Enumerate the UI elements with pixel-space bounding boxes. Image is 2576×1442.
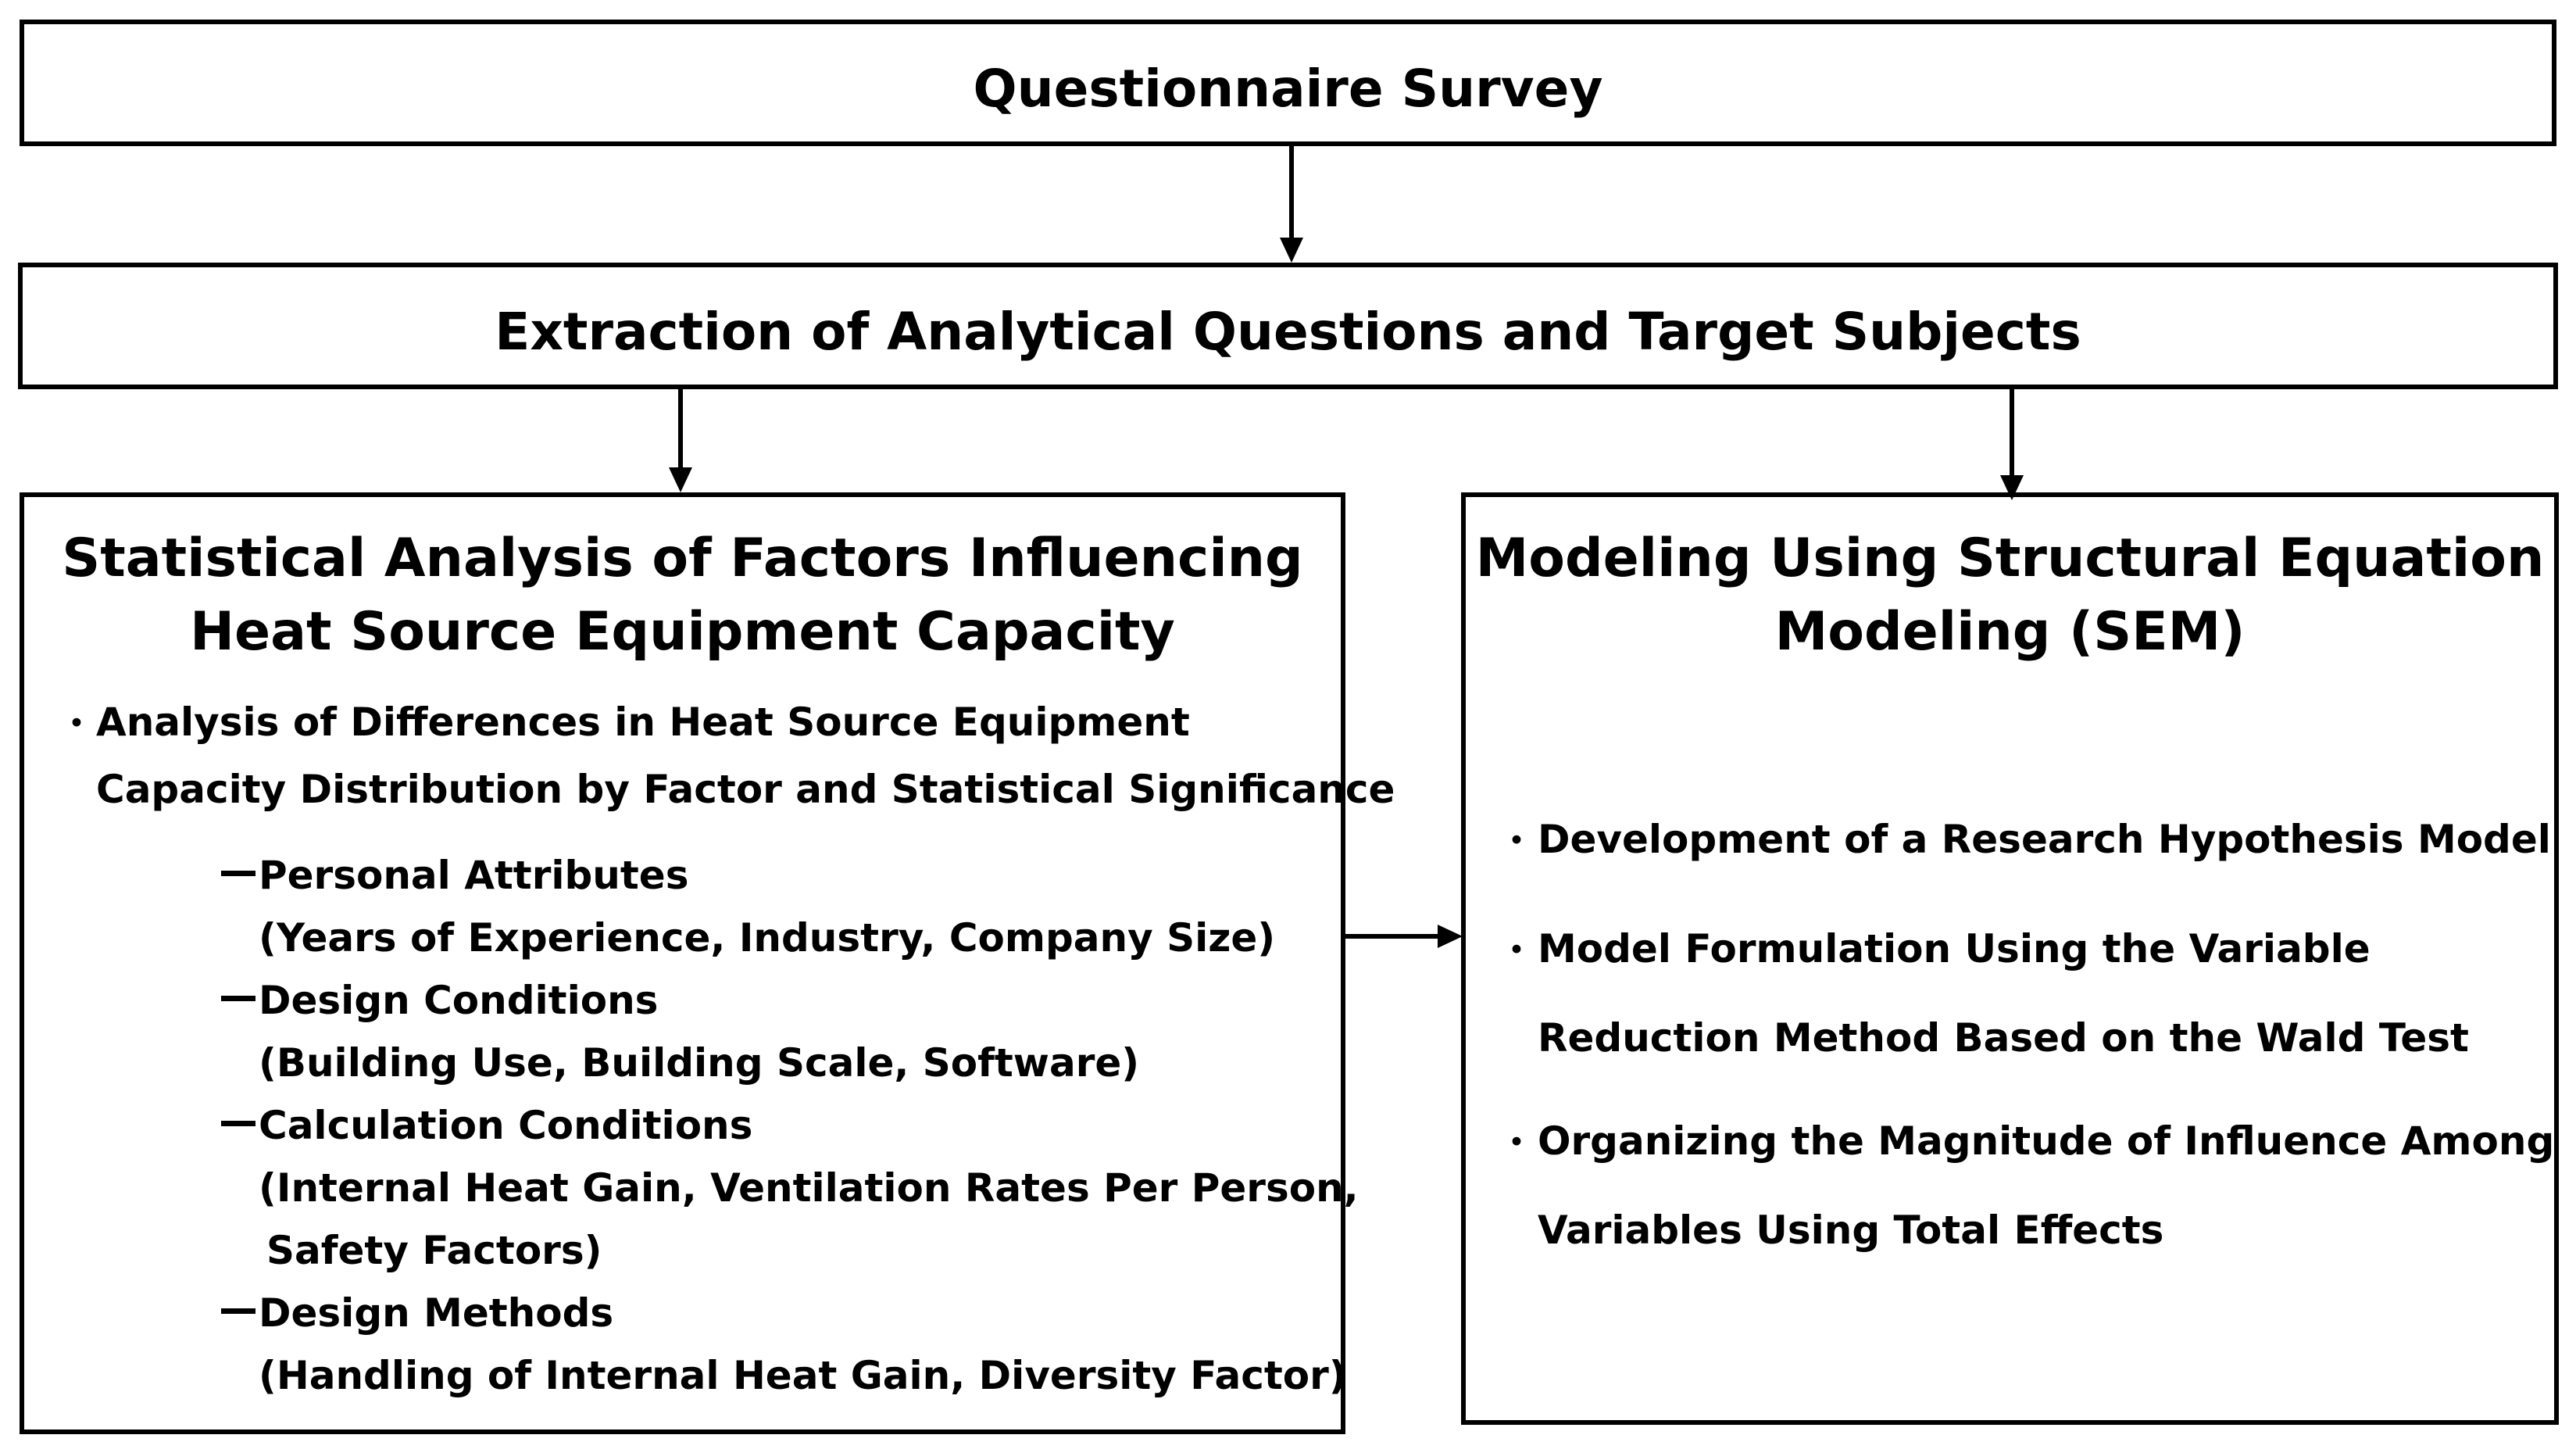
factor-detail-personal-attributes: (Years of Experience, Industry, Company Size)	[259, 915, 1276, 961]
arrowhead-statistical-to-sem	[1438, 925, 1463, 948]
bullet-dot: ・	[1497, 1120, 1536, 1165]
bullet-dot: ・	[1497, 818, 1536, 864]
statistical-bullet-line-1: Analysis of Differences in Heat Source Equipment	[96, 700, 1190, 745]
sem-title-line-2: Modeling (SEM)	[1774, 601, 2246, 663]
sem-title-line-1: Modeling Using Structural Equation	[1475, 528, 2545, 589]
bullet-dot: ・	[1497, 928, 1536, 973]
sem-bullet-3-line-2: Variables Using Total Effects	[1538, 1208, 2164, 1253]
factor-label-design-methods: Design Methods	[259, 1290, 614, 1336]
factor-detail-design-conditions: (Building Use, Building Scale, Software)	[259, 1040, 1140, 1086]
factor-label-calculation-conditions: Calculation Conditions	[259, 1103, 753, 1148]
dash-marker	[221, 996, 255, 1001]
arrowhead-extraction-to-statistical	[669, 467, 692, 492]
sem-bullet-2-line-1: Model Formulation Using the Variable	[1538, 926, 2371, 971]
extraction-title: Extraction of Analytical Questions and Target Subjects	[495, 302, 2081, 362]
statistical-analysis-box	[20, 492, 1395, 1434]
factor-detail-calculation-conditions: (Internal Heat Gain, Ventilation Rates Per Person,	[259, 1165, 1359, 1211]
factor-label-personal-attributes: Personal Attributes	[259, 853, 689, 898]
questionnaire-survey-title: Questionnaire Survey	[973, 59, 1603, 119]
statistical-bullet-line-2: Capacity Distribution by Factor and Statistical Significance	[96, 767, 1395, 812]
dash-marker	[221, 871, 255, 876]
sem-modeling-title	[1466, 522, 2554, 669]
sem-modeling-box	[1461, 492, 2559, 1425]
extraction-box	[18, 263, 2558, 389]
dash-marker	[221, 1308, 255, 1314]
factor-detail-calculation-conditions-2: Safety Factors)	[266, 1228, 602, 1273]
statistical-title-line-2: Heat Source Equipment Capacity	[190, 601, 1175, 663]
statistical-title-line-1: Statistical Analysis of Factors Influencing	[62, 528, 1303, 589]
sem-bullet-2-line-2: Reduction Method Based on the Wald Test	[1538, 1015, 2469, 1061]
questionnaire-survey-box	[20, 20, 2556, 146]
sem-bullet-3-line-1: Organizing the Magnitude of Influence Among	[1538, 1118, 2555, 1164]
sem-bullet-1-line-1: Development of a Research Hypothesis Model	[1538, 817, 2551, 862]
dash-marker	[221, 1121, 255, 1126]
factor-detail-design-methods: (Handling of Internal Heat Gain, Diversity Factor)	[259, 1353, 1347, 1398]
factor-label-design-conditions: Design Conditions	[259, 978, 659, 1023]
arrowhead-survey-to-extraction	[1280, 238, 1303, 263]
bullet-dot: ・	[57, 701, 96, 746]
statistical-analysis-title	[24, 522, 1341, 669]
